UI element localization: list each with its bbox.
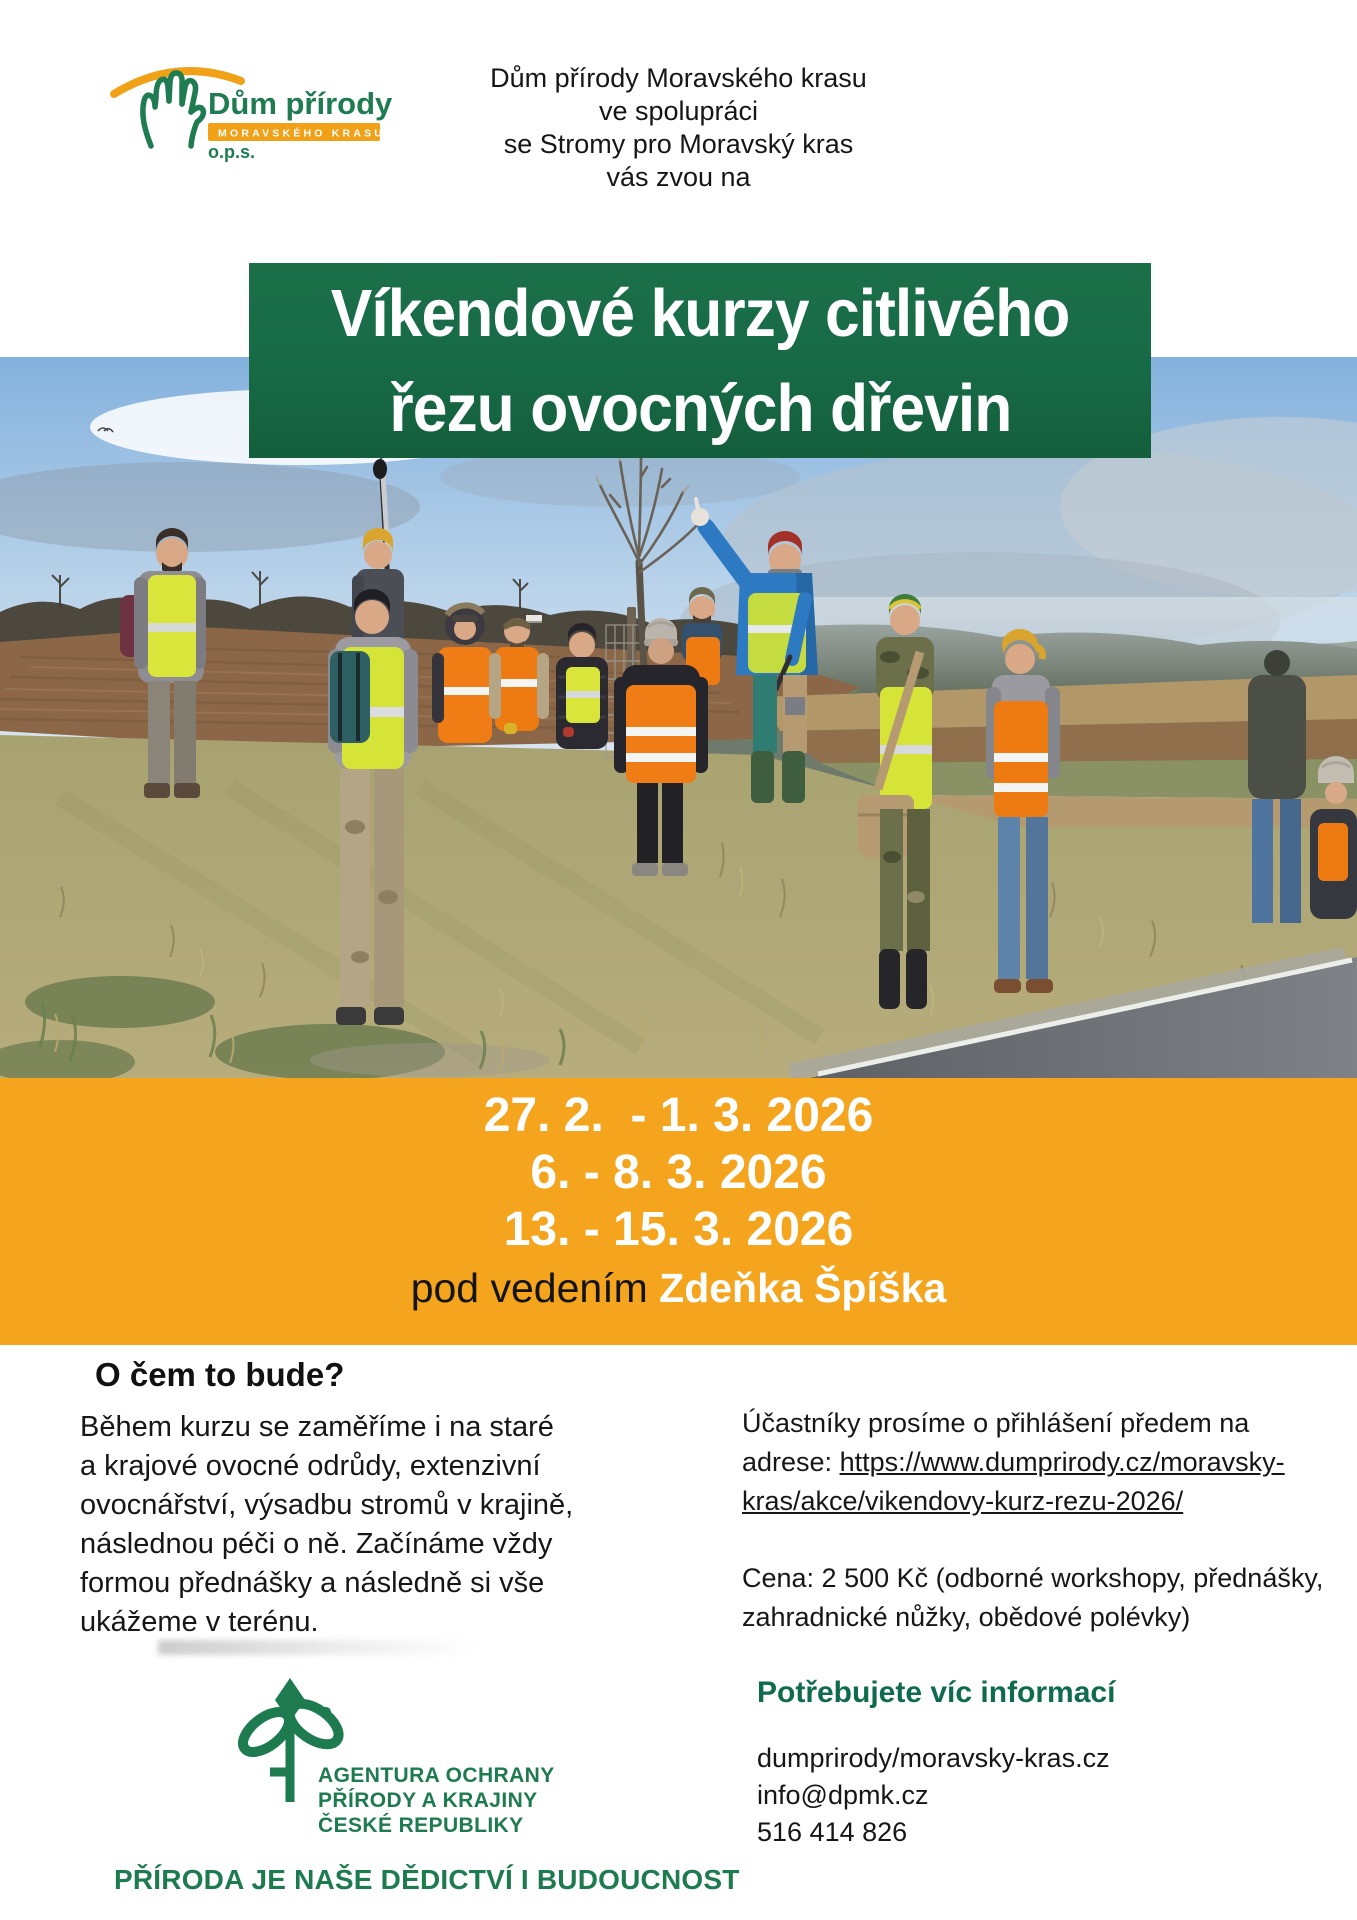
invite-line: vás zvou na [606, 162, 751, 192]
contact-phone: 516 414 826 [757, 1817, 908, 1847]
about-heading: O čem to bude? [95, 1356, 345, 1393]
title-banner [249, 263, 1151, 458]
logo-region: MORAVSKÉHO KRASU [218, 127, 386, 140]
aopk-slogan: PŘÍRODA JE NAŠE DĚDICTVÍ I BUDOUCNOST [114, 1864, 740, 1895]
invitation-text [0, 62, 1357, 194]
contact-block [757, 1740, 1110, 1851]
contact-website: dumprirody/moravsky-kras.cz [757, 1743, 1110, 1773]
invite-line: ve spolupráci [598, 96, 759, 126]
leader-name: Zdeňka Špíška [659, 1265, 947, 1311]
about-paragraph: Během kurzu se zaměříme i na staré a krajové ovocné odrůdy, extenzivní ovocnářství, výsadbu stromů v krajině, následnou péči o ně. Začínáme vždy formou přednášky a následně si vše ukážeme v terénu. [80, 1411, 574, 1638]
leader-line [411, 1263, 947, 1313]
event-photo-illustration [0, 357, 1357, 1078]
date-line: 6. - 8. 3. 2026 [530, 1146, 827, 1199]
registration-intro: Účastníky prosíme o přihlášení předem na adrese: [742, 1408, 1250, 1477]
logo-legal-form: o.p.s. [208, 142, 256, 162]
logo-name: Dům přírody [208, 86, 393, 121]
registration-paragraph [742, 1404, 1326, 1521]
event-photo [0, 357, 1357, 1078]
poster-title-line-2: řezu ovocných dřevin [389, 370, 1011, 446]
contact-email: info@dpmk.cz [757, 1780, 929, 1810]
date-line: 27. 2. - 1. 3. 2026 [483, 1089, 874, 1142]
invite-line: se Stromy pro Moravský kras [503, 129, 854, 159]
date-line: 13. - 15. 3. 2026 [503, 1203, 854, 1256]
invite-line: Dům přírody Moravského krasu [490, 63, 867, 93]
leader-prefix: pod vedením [410, 1265, 660, 1311]
price-paragraph: Cena: 2 500 Kč (odborné workshopy, přednášky, zahradnické nůžky, obědové polévky) [742, 1563, 1324, 1632]
registration-block [742, 1404, 1326, 1637]
registration-link[interactable]: https://www.dumprirody.cz/moravsky-kras/akce/vikendovy-kurz-rezu-2026/ [742, 1447, 1285, 1516]
poster-title-line-1: Víkendové kurzy citlivého [330, 275, 1070, 351]
contact-heading: Potřebujete víc informací [757, 1676, 1116, 1709]
aopk-name: AGENTURA OCHRANY PŘÍRODY A KRAJINY ČESKÉ REPUBLIKY [318, 1764, 555, 1837]
dates-banner [0, 1078, 1357, 1345]
shadow-artifact [158, 1640, 478, 1655]
